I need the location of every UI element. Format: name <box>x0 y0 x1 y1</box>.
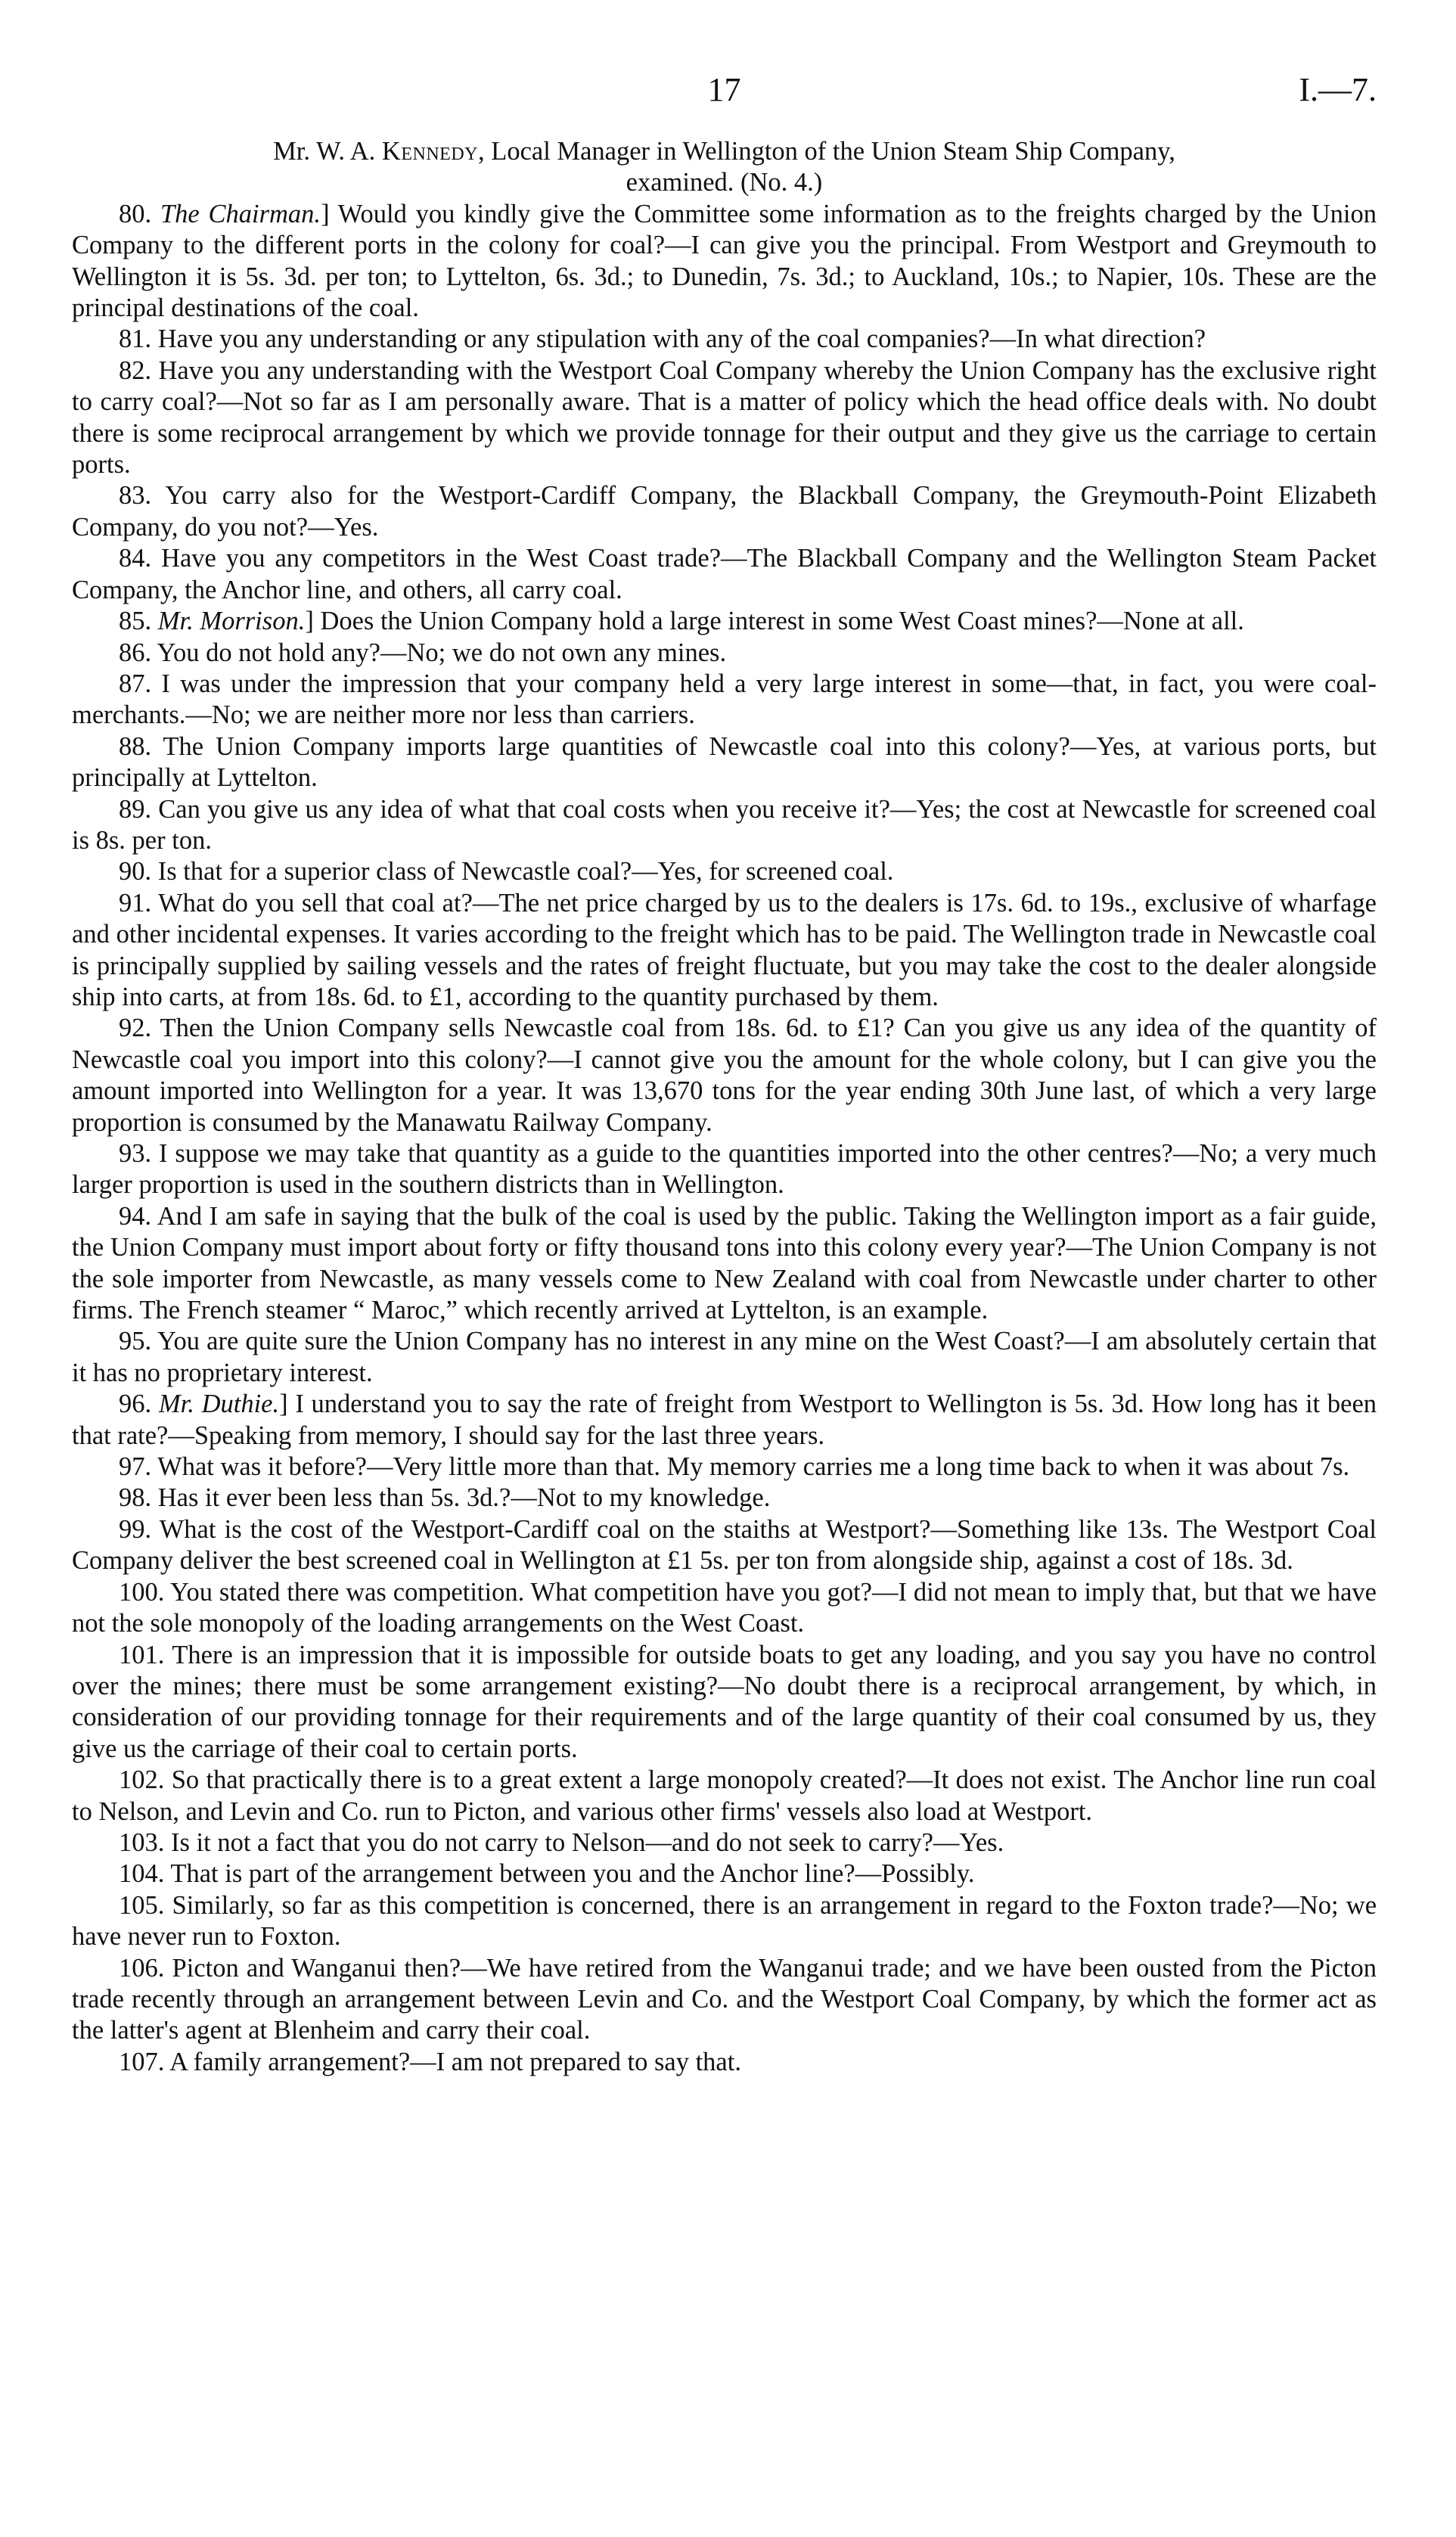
question-number: 95. <box>119 1327 152 1356</box>
testimony-text: You carry also for the Westport-Cardiff Company, the Blackball Company, the Greymouth-Point Elizabeth Company, do you not?—Yes. <box>72 481 1377 542</box>
testimony-paragraph <box>72 1138 1377 1201</box>
testimony-text: So that practically there is to a great extent a large monopoly created?—It does not exist. The Anchor line run coal to Nelson, and Levin and Co. run to Picton, and various other firms' vessels also load at Westport. <box>72 1765 1377 1826</box>
question-number: 82. <box>119 356 152 385</box>
question-number: 94. <box>119 1201 152 1231</box>
question-number: 105. <box>119 1890 165 1920</box>
testimony-paragraph <box>72 1201 1377 1327</box>
testimony-text: There is an impression that it is impossible for outside boats to get any loading, and you say you have no control over the mines; there must be some arrangement existing?—No doubt there is a reciprocal arrangement, by which, in consideration of our providing tonnage for their requirements and of the large quantity of their coal consumed by us, they give us the carriage of their coal to certain ports. <box>72 1640 1377 1763</box>
testimony-paragraph <box>72 731 1377 794</box>
page-body <box>72 136 1377 2078</box>
page-number: 17 <box>707 71 741 108</box>
testimony-paragraph <box>72 1640 1377 1765</box>
testimony-paragraph <box>72 669 1377 731</box>
question-number: 84. <box>119 544 152 573</box>
speaker-name: Mr. Duthie. <box>158 1390 280 1419</box>
question-number: 102. <box>119 1765 165 1795</box>
question-number: 85. <box>119 607 152 636</box>
testimony-text: ] Would you kindly give the Committee some information as to the freights charged by the Union Company to the different ports in the colony for coal?—I can give you the principal. From Westport and Greymouth to Wellington it is 5s. 3d. per ton; to Lyttelton, 6s. 3d.; to Dunedin, 7s. 3d.; to Auckland, 10s.; to Napier, 10s. These are the principal destinations of the coal. <box>72 199 1377 323</box>
question-number: 103. <box>119 1827 165 1857</box>
testimony-text: Is it not a fact that you do not carry to Nelson—and do not seek to carry?—Yes. <box>171 1827 1004 1857</box>
testimony-text: Have you any understanding with the Westport Coal Company whereby the Union Company has the exclusive right to carry coal?—Not so far as I am personally aware. That is a matter of policy which the head office deals with. No doubt there is some reciprocal arrangement by which we provide tonnage for their output and they give us the carriage to certain ports. <box>72 356 1377 480</box>
testimony-text: What do you sell that coal at?—The net price charged by us to the dealers is 17s. 6d. to 19s., exclusive of wharfage and other incidental expenses. It varies according to the freight which has to be paid. The Wellington trade in Newcastle coal is principally supplied by sailing vessels and the rates of freight fluctuate, but you may take the cost to the dealer alongside ship into carts, at from 18s. 6d. to £1, according to the quantity purchased by them. <box>72 888 1377 1011</box>
testimony-paragraph <box>72 1452 1377 1483</box>
witness-surname: Kennedy <box>381 137 478 166</box>
testimony-paragraph <box>72 480 1377 543</box>
question-number: 81. <box>119 324 152 354</box>
question-number: 88. <box>119 731 152 761</box>
testimony-paragraph <box>72 1765 1377 1827</box>
intro-line1-rest: , Local Manager in Wellington of the Union Steam Ship Company, <box>478 137 1175 166</box>
question-number: 86. <box>119 638 152 667</box>
document-reference: I.—7. <box>1299 71 1377 108</box>
testimony-text: You do not hold any?—No; we do not own any mines. <box>157 638 727 667</box>
testimony-paragraph <box>72 638 1377 669</box>
testimony-text: A family arrangement?—I am not prepared to say that. <box>169 2047 741 2076</box>
question-number: 101. <box>119 1640 165 1669</box>
speaker-name: The Chairman. <box>160 199 321 228</box>
question-number: 83. <box>119 481 152 511</box>
testimony-text: ] I understand you to say the rate of freight from Westport to Wellington is 5s. 3d. How long has it been that rate?—Speaking from memory, I should say for the last three years. <box>72 1390 1377 1450</box>
question-number: 97. <box>119 1452 152 1482</box>
speaker-name: Mr. Morrison. <box>157 607 306 636</box>
testimony-paragraph <box>72 888 1377 1014</box>
testimony-text: ] Does the Union Company hold a large interest in some West Coast mines?—None at all. <box>305 607 1244 636</box>
question-number: 93. <box>119 1139 152 1168</box>
testimony-paragraph <box>72 1827 1377 1858</box>
testimony-paragraph <box>72 199 1377 324</box>
question-number: 92. <box>119 1014 152 1043</box>
question-number: 107. <box>119 2047 165 2076</box>
intro-line2: examined. (No. 4.) <box>626 168 823 197</box>
testimony-paragraph <box>72 856 1377 887</box>
testimony-paragraph <box>72 1514 1377 1577</box>
testimony-text: Then the Union Company sells Newcastle coal from 18s. 6d. to £1? Can you give us any idea of the quantity of Newcastle coal you import into this colony?—I cannot give you the amount for the whole colony, but I can give you the amount imported into Wellington for a year. It was 13,670 tons for the year ending 30th June last, of which a very large proportion is consumed by the Manawatu Railway Company. <box>72 1014 1377 1137</box>
testimony-paragraph <box>72 1858 1377 1890</box>
question-number: 99. <box>119 1514 152 1544</box>
testimony-text: Has it ever been less than 5s. 3d.?—Not to my knowledge. <box>157 1483 771 1513</box>
testimony-paragraph <box>72 1389 1377 1452</box>
testimony-text: I was under the impression that your company held a very large interest in some—that, in fact, you were coal-merchants.—No; we are neither more nor less than carriers. <box>72 669 1377 730</box>
testimony-paragraph <box>72 1953 1377 2047</box>
testimony-text: And I am safe in saying that the bulk of the coal is used by the public. Taking the Wellington import as a fair guide, the Union Company must import about forty or fifty thousand tons into this colony every year?—The Union Company is not the sole importer from Newcastle, as many vessels come to New Zealand with coal from Newcastle under charter to other firms. The French steamer “ Maroc,” which recently arrived at Lyttelton, is an example. <box>72 1201 1377 1325</box>
testimony-text: Picton and Wanganui then?—We have retired from the Wanganui trade; and we have been ousted from the Picton trade recently through an arrangement between Levin and Co. and the Westport Coal Company, by which the former act as the latter's agent at Blenheim and carry their coal. <box>72 1953 1377 2045</box>
testimony-text: What was it before?—Very little more than that. My memory carries me a long time back to when it was about 7s. <box>157 1452 1350 1482</box>
testimony-text: Have you any competitors in the West Coast trade?—The Blackball Company and the Wellington Steam Packet Company, the Anchor line, and others, all carry coal. <box>72 544 1377 604</box>
testimony-paragraph <box>72 794 1377 857</box>
question-number: 98. <box>119 1483 152 1513</box>
testimony-paragraph <box>72 324 1377 355</box>
testimony-text: The Union Company imports large quantities of Newcastle coal into this colony?—Yes, at various ports, but principally at Lyttelton. <box>72 731 1377 793</box>
testimony-text: That is part of the arrangement between you and the Anchor line?—Possibly. <box>170 1859 975 1889</box>
testimony-text: Have you any understanding or any stipulation with any of the coal companies?—In what direction? <box>157 324 1206 354</box>
page-header <box>72 70 1377 115</box>
question-number: 91. <box>119 888 152 918</box>
intro-prefix: Mr. W. A. <box>273 137 382 166</box>
testimony-text: Can you give us any idea of what that coal costs when you receive it?—Yes; the cost at Newcastle for screened coal is 8s. per ton. <box>72 794 1377 855</box>
testimony-text: I suppose we may take that quantity as a guide to the quantities imported into the other centres?—No; a very much larger proportion is used in the southern districts than in Wellington. <box>72 1139 1377 1200</box>
testimony-paragraph <box>72 1577 1377 1640</box>
witness-intro <box>72 136 1377 199</box>
testimony-text: Similarly, so far as this competition is concerned, there is an arrangement in regard to the Foxton trade?—No; we have never run to Foxton. <box>72 1890 1377 1952</box>
testimony-paragraph <box>72 1890 1377 1953</box>
testimony-paragraph <box>72 2047 1377 2078</box>
question-number: 87. <box>119 669 152 698</box>
testimony-text: You stated there was competition. What competition have you got?—I did not mean to imply that, but that we have not the sole monopoly of the loading arrangements on the West Coast. <box>72 1577 1377 1638</box>
question-number: 100. <box>119 1577 165 1607</box>
testimony-text: What is the cost of the Westport-Cardiff coal on the staiths at Westport?—Something like 13s. The Westport Coal Company deliver the best screened coal in Wellington at £1 5s. per ton from alongside ship, against a cost of 18s. 3d. <box>72 1514 1377 1576</box>
testimony-paragraph <box>72 1483 1377 1514</box>
question-number: 90. <box>119 857 152 887</box>
question-number: 80. <box>119 199 152 228</box>
question-number: 104. <box>119 1859 165 1889</box>
testimony-paragraph <box>72 356 1377 481</box>
question-number: 89. <box>119 794 152 824</box>
testimony-list <box>72 199 1377 2078</box>
testimony-paragraph <box>72 1326 1377 1389</box>
testimony-text: Is that for a superior class of Newcastle coal?—Yes, for screened coal. <box>157 857 894 887</box>
testimony-paragraph <box>72 543 1377 606</box>
testimony-paragraph <box>72 606 1377 637</box>
question-number: 106. <box>119 1953 165 1983</box>
testimony-paragraph <box>72 1013 1377 1138</box>
question-number: 96. <box>119 1390 152 1419</box>
testimony-text: You are quite sure the Union Company has no interest in any mine on the West Coast?—I am absolutely certain that it has no proprietary interest. <box>72 1327 1377 1387</box>
